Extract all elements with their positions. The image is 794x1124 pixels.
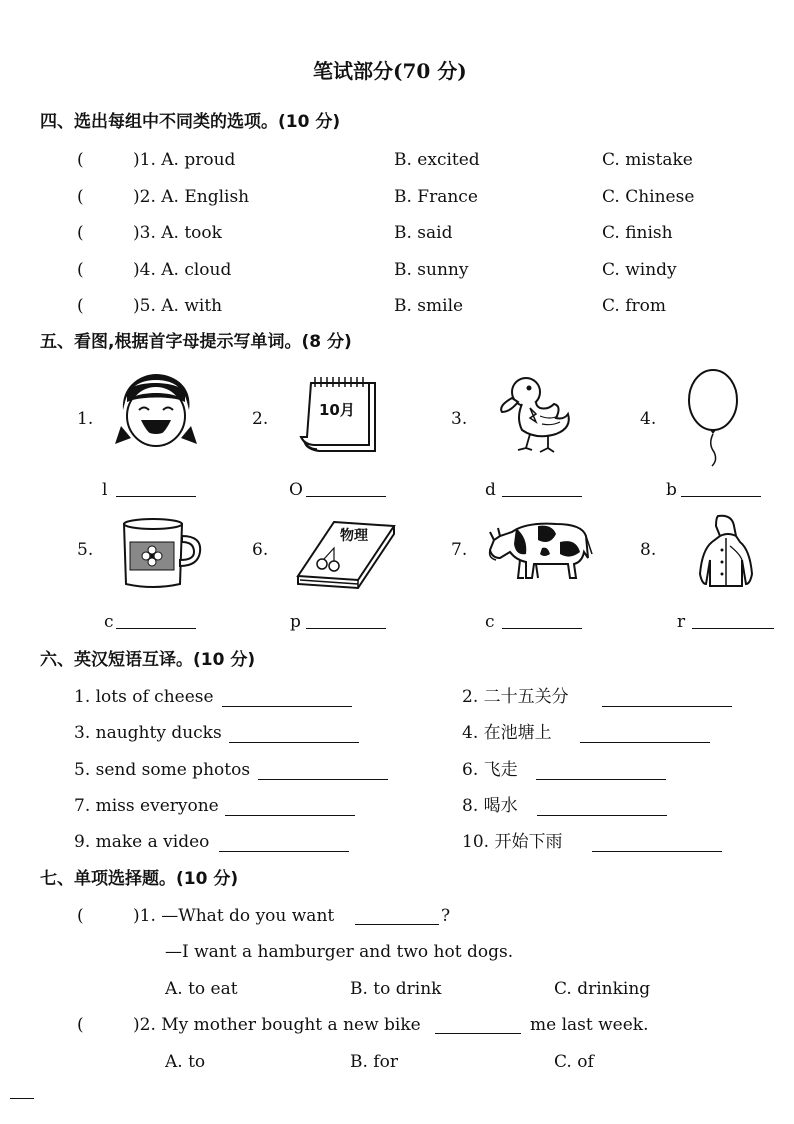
answer-blank[interactable] [258,779,388,780]
answer-blank[interactable] [592,851,722,852]
answer-blank[interactable] [306,496,386,497]
picture-number: 3. [451,409,468,429]
option-a: )4. A. cloud [133,260,232,280]
answer-paren: ( [77,296,84,316]
phrase-item: 8. 喝水 [462,796,518,816]
phrase-item: 9. make a video [74,832,210,852]
phrase-item: 10. 开始下雨 [462,832,563,852]
section-5-heading: 五、看图,根据首字母提示写单词。(8 分) [40,332,352,352]
option-c: C. mistake [602,150,693,170]
answer-blank[interactable] [219,851,349,852]
hint-letter: b [666,480,677,500]
picture-number: 5. [77,540,94,560]
option-a: A. to eat [165,979,238,999]
calendar-icon [297,375,379,455]
raincoat-icon [696,514,756,588]
cup-icon [120,516,202,590]
answer-paren: ( [77,223,84,243]
phrase-item: 3. naughty ducks [74,723,222,743]
answer-paren: ( [77,187,84,207]
answer-blank[interactable] [536,779,666,780]
answer-blank[interactable] [502,496,582,497]
hint-letter: r [677,612,686,632]
hint-letter: l [102,480,108,500]
option-a: )2. A. English [133,187,250,207]
option-b: B. France [394,187,478,207]
answer-blank[interactable] [306,628,386,629]
phrase-item: 6. 飞走 [462,760,518,780]
section-4-heading: 四、选出每组中不同类的选项。(10 分) [40,112,341,132]
page-corner-rule [10,1098,34,1099]
answer-paren: ( [77,260,84,280]
answer-paren: ( [77,150,84,170]
answer-blank[interactable] [502,628,582,629]
answer-blank[interactable] [116,628,196,629]
option-b: B. said [394,223,453,243]
option-a: A. to [165,1052,206,1072]
option-c: C. of [554,1052,594,1072]
hint-letter: d [485,480,496,500]
question-tail: me last week. [530,1015,649,1035]
answer-blank[interactable] [692,628,774,629]
option-b: B. smile [394,296,464,316]
hint-letter: p [290,612,301,632]
question-reply: —I want a hamburger and two hot dogs. [165,942,514,962]
hint-letter: c [485,612,495,632]
page-title: 笔试部分(70 分) [313,59,467,83]
option-a: )5. A. with [133,296,223,316]
option-c: C. Chinese [602,187,695,207]
question-stem: )2. My mother bought a new bike [133,1015,421,1035]
option-b: B. sunny [394,260,469,280]
laughing-girl-icon [113,372,199,452]
question-mark: ? [441,906,451,926]
answer-blank[interactable] [602,706,732,707]
picture-number: 6. [252,540,269,560]
book-label: 物理 [340,528,368,544]
picture-number: 8. [640,540,657,560]
option-b: B. excited [394,150,480,170]
phrase-item: 7. miss everyone [74,796,219,816]
physics-book-icon [294,518,398,588]
option-c: C. from [602,296,666,316]
answer-blank[interactable] [355,924,439,925]
section-6-heading: 六、英汉短语互译。(10 分) [40,650,256,670]
picture-number: 7. [451,540,468,560]
answer-paren: ( [77,906,84,926]
option-c: C. finish [602,223,673,243]
duck-icon [496,372,576,456]
picture-number: 1. [77,409,94,429]
answer-blank[interactable] [435,1033,521,1034]
option-a: )3. A. took [133,223,222,243]
balloon-icon [686,368,740,468]
section-7-heading: 七、单项选择题。(10 分) [40,869,239,889]
answer-blank[interactable] [225,815,355,816]
option-c: C. windy [602,260,677,280]
phrase-item: 5. send some photos [74,760,251,780]
option-c: C. drinking [554,979,651,999]
answer-paren: ( [77,1015,84,1035]
hint-letter: c [104,612,114,632]
answer-blank[interactable] [681,496,761,497]
option-b: B. to drink [350,979,442,999]
question-stem: )1. —What do you want [133,906,335,926]
hint-letter: O [289,480,303,500]
answer-blank[interactable] [222,706,352,707]
phrase-item: 2. 二十五关分 [462,687,569,707]
answer-blank[interactable] [537,815,667,816]
phrase-item: 1. lots of cheese [74,687,214,707]
picture-number: 2. [252,409,269,429]
answer-blank[interactable] [116,496,196,497]
phrase-item: 4. 在池塘上 [462,723,552,743]
answer-blank[interactable] [580,742,710,743]
option-a: )1. A. proud [133,150,236,170]
cow-icon [486,518,592,582]
picture-number: 4. [640,409,657,429]
option-b: B. for [350,1052,398,1072]
answer-blank[interactable] [229,742,359,743]
calendar-label: 10月 [319,401,355,419]
